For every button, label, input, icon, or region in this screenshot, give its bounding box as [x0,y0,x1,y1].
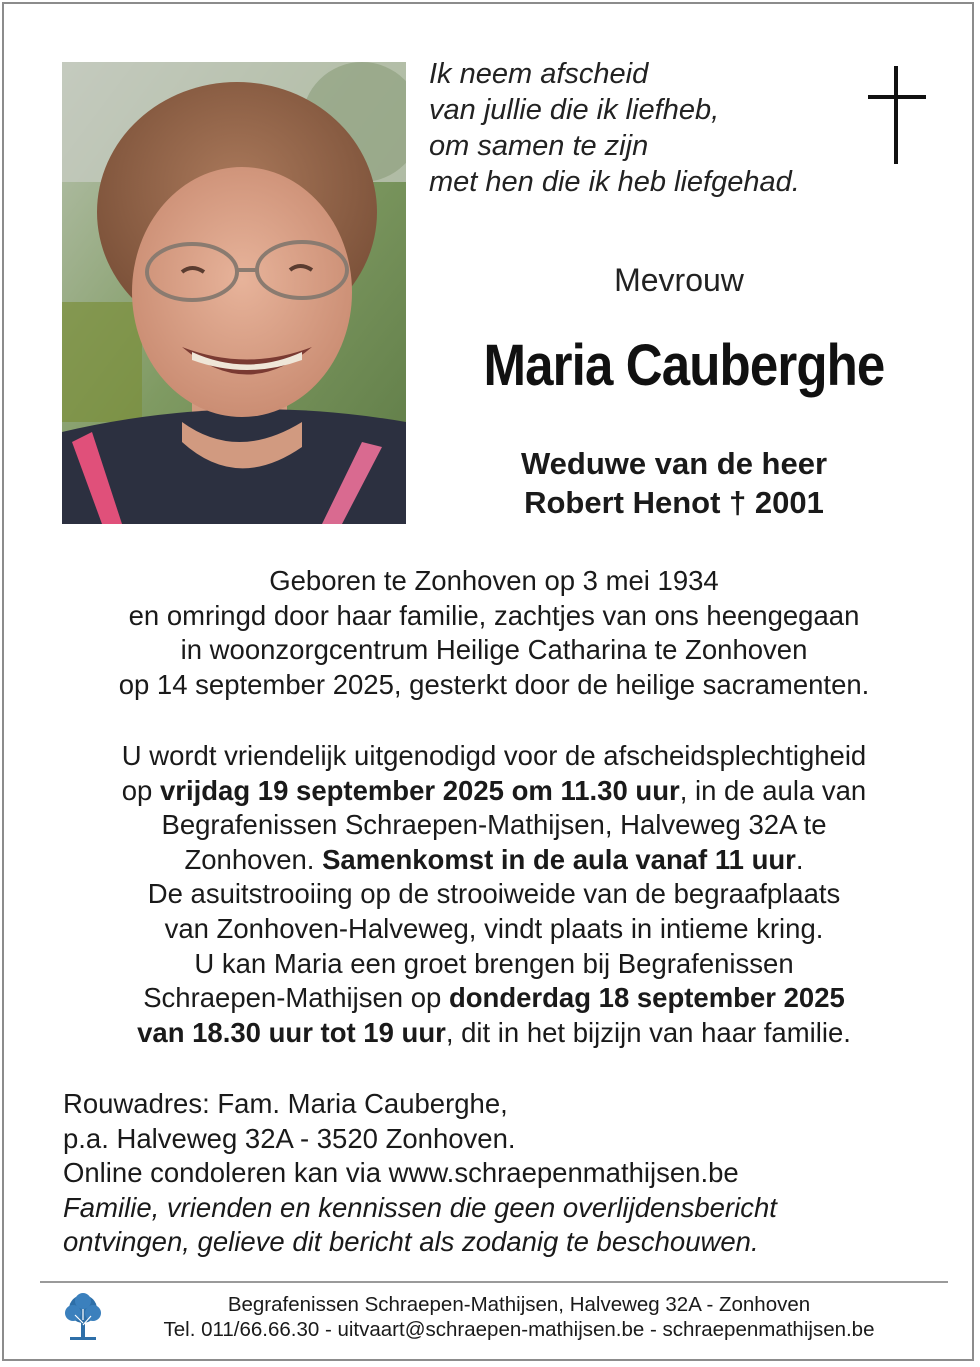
ceremony-paragraph [44,739,944,1050]
address-line: p.a. Halveweg 32A - 3520 Zonhoven. [63,1122,516,1154]
portrait-photo [62,62,406,524]
text: , in de aula van [679,774,867,806]
paragraph-line: U kan Maria een groet brengen bij Begrafenissen [194,947,794,979]
funeral-home-footer [114,1292,924,1342]
widow-line-1: Weduwe van de heer [520,446,828,481]
poem-line: van jullie die ik liefheb, [429,94,720,126]
paragraph-line: Geboren te Zonhoven op 3 mei 1934 [269,565,719,596]
widow-line-2: Robert Henot † 2001 [524,485,824,520]
salutation: Mevrouw [614,262,744,298]
visitation-time: van 18.30 uur tot 19 uur [137,1016,446,1048]
footer-divider [40,1281,948,1283]
paragraph-line [44,774,944,809]
paragraph-line: op 14 september 2025, gesterkt door de heilige sacramenten. [118,668,870,700]
paragraph-line: in woonzorgcentrum Heilige Catharina te Zonhoven [180,634,808,666]
cross-icon [868,66,926,164]
paragraph-line [44,843,944,878]
paragraph-line: De asuitstrooiing op de strooiweide van de begraafplaats [147,878,841,910]
poem-line: om samen te zijn [429,130,649,162]
text: . [795,843,804,875]
text: , dit in het bijzijn van haar familie. [445,1016,851,1048]
text: Zonhoven. [184,843,323,875]
paragraph-line: en omringd door haar familie, zachtjes van ons heengegaan [128,599,860,631]
paragraph-line: van Zonhoven-Halveweg, vindt plaats in intieme kring. [164,912,824,944]
paragraph-line: Begrafenissen Schraepen-Mathijsen, Halveweg 32A te [161,809,827,841]
birth-paragraph [44,564,944,702]
paragraph-line [44,1016,944,1051]
ceremony-datetime: vrijdag 19 september 2025 om 11.30 uur [159,774,680,806]
tree-logo-icon [62,1293,104,1341]
poem-line: met hen die ik heb liefgehad. [429,166,800,198]
address-line: Rouwadres: Fam. Maria Cauberghe, [63,1088,508,1119]
text: op [121,774,160,806]
poem [429,56,849,200]
poem-line: Ik neem afscheid [429,58,649,90]
text: Schraepen-Mathijsen op [143,982,449,1014]
condolence-line: Online condoleren kan via www.schraepenmathijsen.be [63,1157,739,1189]
deceased-name: Maria Cauberghe [483,333,885,398]
notice-note: ontvingen, gelieve dit bericht als zodanig te beschouwen. [63,1226,759,1258]
obituary-card [2,2,974,1361]
gathering-time: Samenkomst in de aula vanaf 11 uur [322,843,796,875]
widow-note [434,444,914,522]
notice-note: Familie, vrienden en kennissen die geen overlijdensbericht [63,1191,777,1223]
footer-line: Tel. 011/66.66.30 - uitvaart@schraepen-mathijsen.be - schraepenmathijsen.be [163,1318,875,1341]
paragraph-line: U wordt vriendelijk uitgenodigd voor de afscheidsplechtigheid [121,740,867,771]
mourning-address [63,1087,943,1260]
paragraph-line [44,981,944,1016]
visitation-date: donderdag 18 september 2025 [448,982,845,1014]
footer-line: Begrafenissen Schraepen-Mathijsen, Halveweg 32A - Zonhoven [227,1293,811,1316]
